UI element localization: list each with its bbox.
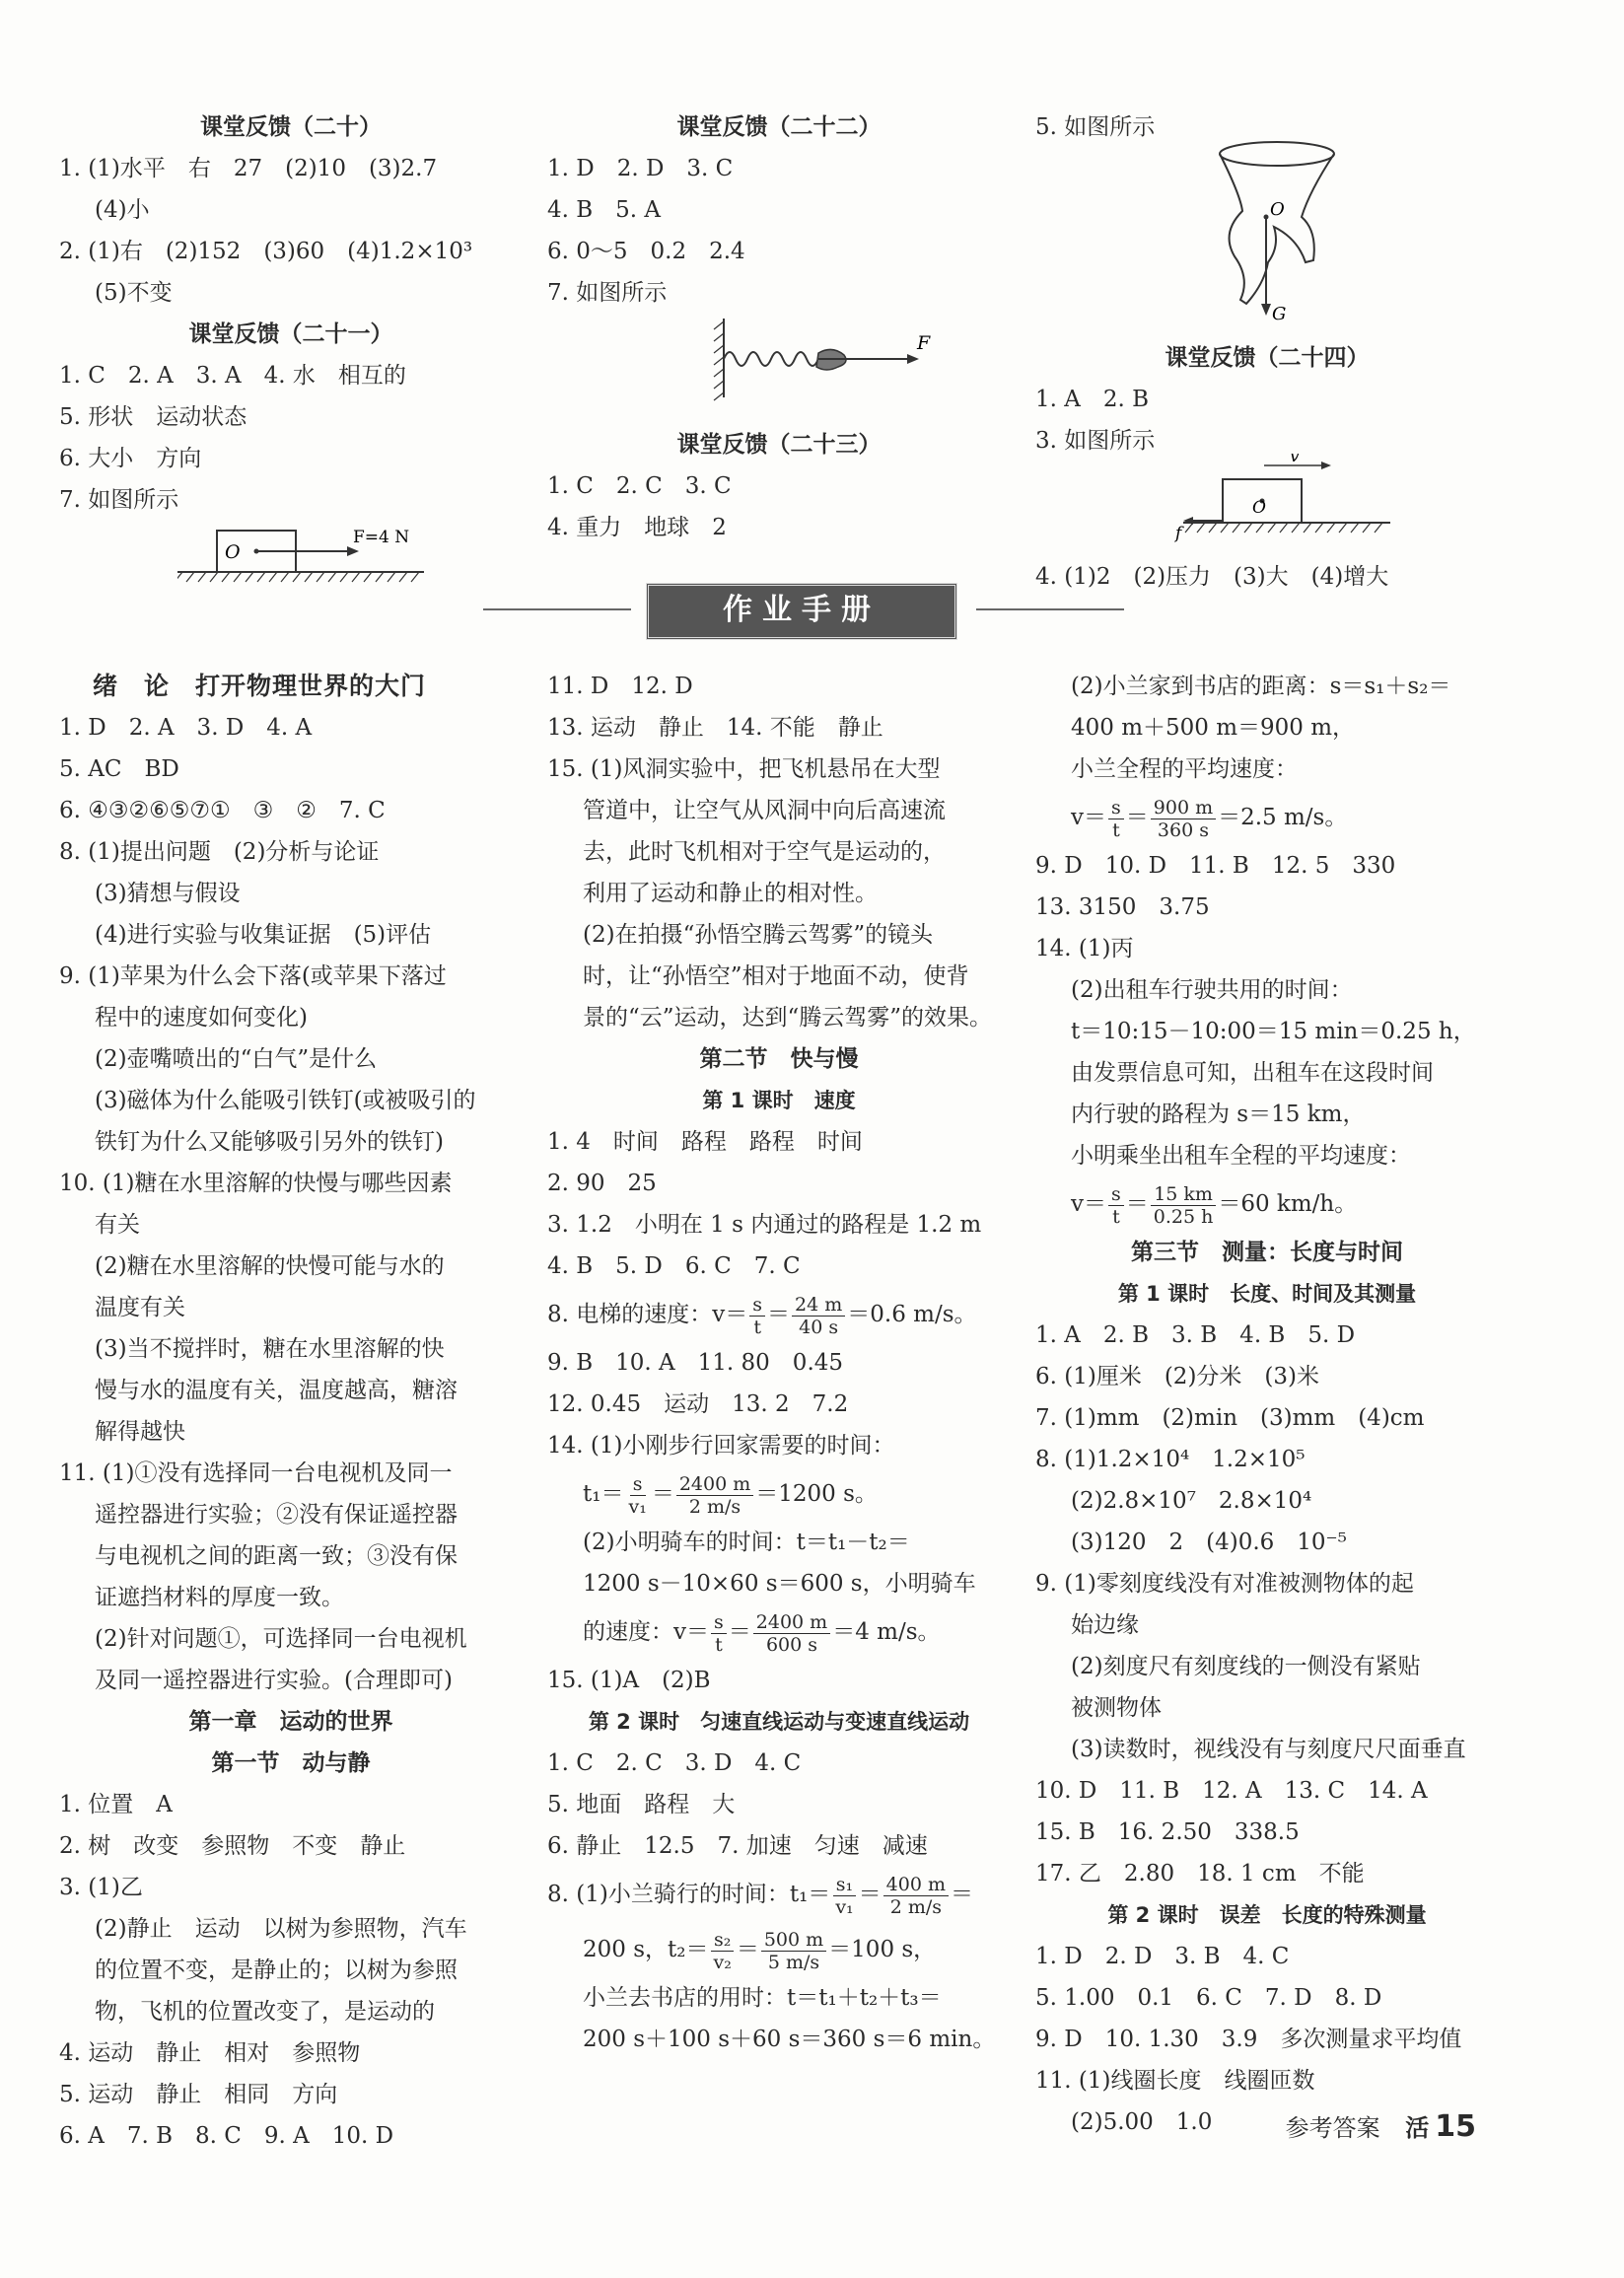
section-heading: 第二节 快与慢 [699,1046,859,1072]
top-column-3 [1035,107,1499,598]
answer-line: 5. AC BD [59,756,179,782]
answer-line: 4. B 5. A [547,197,662,223]
fraction: $\frac{2400 m}{2 m/s}$ [676,1473,753,1518]
fraction: $\frac{400 m}{2 m/s}$ [883,1874,949,1918]
answer-line: 小明乘坐出租车全程的平均速度： [1071,1143,1411,1169]
answer-line: 1200 s－10×60 s＝600 s，小明骑车 [583,1571,976,1597]
divider [976,608,1124,610]
answer-line: 7. (1)mm (2)min (3)mm (4)cm [1035,1405,1425,1431]
answer-line: t＝10:15－10:00＝15 min＝0.25 h， [1071,1019,1476,1044]
answer-line: (2)糖在水里溶解的快慢可能与水的 [95,1253,445,1279]
answer-line: 13. 3150 3.75 [1035,894,1210,920]
answer-line: 5. 地面 路程 大 [547,1792,736,1817]
figure-label-o: O [1270,199,1285,220]
answer-line: 15. (1)A (2)B [547,1668,711,1693]
answer-line: 14. (1)小刚步行回家需要的时间： [547,1433,895,1459]
answer-line: (5)不变 [95,280,173,306]
answer-line: (2)小兰家到书店的距离：s＝s₁＋s₂＝ [1071,674,1451,699]
lesson-heading: 第 2 课时 匀速直线运动与变速直线运动 [588,1710,970,1734]
fraction: $\frac{s}{t}$ [749,1294,765,1338]
answer-line: 1. A 2. B 3. B 4. B 5. D [1035,1322,1356,1348]
answer-line: 遥控器进行实验；②没有保证遥控器 [95,1502,458,1528]
section-heading-22: 课堂反馈（二十二） [676,114,882,140]
answer-line: (4)小 [95,197,150,223]
answer-line: 小兰全程的平均速度： [1071,756,1298,782]
formula-line: v＝ $\frac{s}{t}$ ＝ $\frac{15 km}{0.25 h}$ ＝60 km/h。 [1071,1182,1358,1228]
answer-line: 由发票信息可知，出租车在这段时间 [1071,1060,1434,1086]
section-heading: 第一节 动与静 [211,1750,371,1776]
answer-line: 5. 运动 静止 相同 方向 [59,2082,338,2107]
answer-line: 11. D 12. D [547,674,693,699]
formula-line: 的速度：v＝ $\frac{s}{t}$ ＝ $\frac{2400 m}{600 s}$ ＝4 m/s。 [583,1610,941,1656]
answer-line: 4. 运动 静止 相对 参照物 [59,2040,361,2066]
answer-line: (3)磁体为什么能吸引铁钉(或被吸引的 [95,1088,476,1113]
page-footer [1286,2108,1476,2144]
answer-line: 9. B 10. A 11. 80 0.45 [547,1350,844,1376]
answer-line: 6. 大小 方向 [59,446,202,471]
answer-line: (3)120 2 (4)0.6 10⁻⁵ [1071,1530,1347,1555]
answer-line: (3)猜想与假设 [95,881,241,906]
answer-line: 200 s＋100 s＋60 s＝360 s＝6 min。 [583,2027,996,2052]
bottom-column-2 [547,666,1011,2060]
answer-line: (2)小明骑车的时间：t＝t₁－t₂＝ [583,1530,910,1555]
answer-line: 温度有关 [95,1295,185,1320]
answer-line: 6. ④③②⑥⑤⑦① ③ ② 7. C [59,798,386,823]
answer-line: 11. (1)线圈长度 线圈匝数 [1035,2068,1315,2094]
answer-line: (2)2.8×10⁷ 2.8×10⁴ [1071,1488,1312,1514]
answer-line: 6. 0～5 0.2 2.4 [547,239,745,264]
answer-line: 6. A 7. B 8. C 9. A 10. D [59,2123,394,2149]
figure-label-o: O [1252,498,1266,518]
answer-line: 的位置不变，是静止的；以树为参照 [95,1958,458,1983]
answer-line: 1. A 2. B [1035,387,1150,412]
answer-line: 8. (1)提出问题 (2)分析与论证 [59,839,380,865]
answer-line: (2)静止 运动 以树为参照物，汽车 [95,1916,467,1942]
fraction: $\frac{s}{t}$ [1108,1183,1124,1228]
answer-line: (2)针对问题①，可选择同一台电视机 [95,1626,467,1652]
answer-line: 1. C 2. C 3. D 4. C [547,1750,802,1776]
formula-line: v＝ $\frac{s}{t}$ ＝ $\frac{900 m}{360 s}$ ＝2.5 m/s。 [1071,796,1348,841]
answer-line: 9. (1)零刻度线没有对准被测物体的起 [1035,1571,1414,1597]
bottom-column-1 [59,666,523,2157]
fraction: $\frac{900 m}{360 s}$ [1151,797,1216,841]
answer-line: (2)5.00 1.0 [1071,2109,1213,2135]
answer-line: 4. 重力 地球 2 [547,515,727,540]
answer-line: 2. (1)右 (2)152 (3)60 (4)1.2×10³ [59,239,473,264]
lesson-heading: 第 1 课时 速度 [702,1089,856,1112]
divider [483,608,631,610]
answer-line: 4. (1)2 (2)压力 (3)大 (4)增大 [1035,564,1389,590]
banner-title: 作业手册 [646,583,957,640]
answer-line: (2)刻度尺有刻度线的一侧没有紧贴 [1071,1654,1421,1679]
fraction: $\frac{\text{s₂}}{\text{v₂}}$ [710,1929,734,1973]
answer-line: 3. 如图所示 [1035,428,1156,454]
answer-line: (2)出租车行驶共用的时间： [1071,977,1353,1003]
answer-line: 1. 位置 A [59,1792,173,1817]
answer-line: 证遮挡材料的厚度一致。 [95,1585,344,1610]
answer-line: 景的“云”运动，达到“腾云驾雾”的效果。 [583,1005,993,1031]
answer-line: 4. B 5. D 6. C 7. C [547,1253,801,1279]
fraction: $\frac{24 m}{40 s}$ [792,1294,845,1338]
answer-line: 1. D 2. D 3. C [547,156,734,181]
fraction: $\frac{\text{s₁}}{\text{v₁}}$ [832,1874,856,1918]
answer-line: 2. 90 25 [547,1171,657,1196]
answer-line: 5. 1.00 0.1 6. C 7. D 8. D [1035,1985,1382,2011]
friction-diagram-box [1173,454,1400,542]
answer-line: 利用了运动和静止的相对性。 [583,881,878,906]
answer-line: 15. B 16. 2.50 338.5 [1035,1819,1300,1845]
answer-line: 12. 0.45 运动 13. 2 7.2 [547,1391,849,1417]
book-name: 活 [1405,2114,1430,2142]
answer-line: (4)进行实验与收集证据 (5)评估 [95,922,432,948]
answer-line: 解得越快 [95,1419,185,1445]
bottom-column-3 [1035,666,1499,2143]
answer-line: 9. D 10. 1.30 3.9 多次测量求平均值 [1035,2027,1462,2052]
answer-line: 6. 静止 12.5 7. 加速 匀速 减速 [547,1833,928,1859]
answer-line: 1. C 2. A 3. A 4. 水 相互的 [59,363,406,389]
lesson-heading: 第 1 课时 长度、时间及其测量 [1117,1282,1417,1306]
section-heading-23: 课堂反馈（二十三） [676,432,882,458]
answer-line: 1. D 2. A 3. D 4. A [59,715,313,741]
answer-line: 3. (1)乙 [59,1875,143,1900]
answer-line: 2. 树 改变 参照物 不变 静止 [59,1833,406,1859]
force-diagram-box [177,521,503,590]
answer-line: (2)在拍摄“孙悟空腾云驾雾”的镜头 [583,922,934,948]
formula-line: 8. 电梯的速度：v＝ $\frac{s}{t}$ ＝ $\frac{24 m}{40 s}$ ＝0.6 m/s。 [547,1293,977,1338]
answer-line: 有关 [95,1212,140,1238]
answer-line: 10. D 11. B 12. A 13. C 14. A [1035,1778,1428,1804]
answer-line: 物，飞机的位置改变了，是运动的 [95,1999,435,2025]
homework-handbook-banner [483,579,1124,640]
answer-line: 1. C 2. C 3. C [547,473,732,499]
answer-line: 时，让“孙悟空”相对于地面不动，使背 [583,963,969,989]
answer-line: 5. 形状 运动状态 [59,404,247,430]
figure-label-force: F=4 N [353,528,410,547]
answer-line: 14. (1)丙 [1035,936,1134,961]
formula-line: t₁＝ $\frac{s}{\text{v₁}}$ ＝ $\frac{2400 m}{2 m/s}$ ＝1200 s。 [583,1472,878,1518]
answer-line: 6. (1)厘米 (2)分米 (3)米 [1035,1364,1319,1389]
answer-line: 始边缘 [1071,1612,1139,1638]
answer-line: 11. (1)①没有选择同一台电视机及同一 [59,1460,453,1486]
answer-line: 慢与水的温度有关，温度越高，糖溶 [95,1378,458,1403]
answer-line: 15. (1)风洞实验中，把飞机悬吊在大型 [547,756,941,782]
answer-line: (2)壶嘴喷出的“白气”是什么 [95,1046,378,1072]
answer-line: 去，此时飞机相对于空气是运动的， [583,839,946,865]
figure-label-f: F [917,332,931,354]
section-heading: 第三节 测量：长度与时间 [1131,1240,1403,1265]
fraction: $\frac{2400 m}{600 s}$ [753,1611,830,1656]
answer-line: 1. D 2. D 3. B 4. C [1035,1944,1290,1969]
answer-line: 管道中，让空气从风洞中向后高速流 [583,798,946,823]
answer-line: 铁钉为什么又能够吸引另外的铁钉) [95,1129,444,1155]
section-heading-21: 课堂反馈（二十一） [188,321,393,347]
gravity-vase-diagram [1203,136,1361,323]
section-heading-24: 课堂反馈（二十四） [1165,345,1370,371]
answer-line: 程中的速度如何变化) [95,1005,308,1031]
figure-label-o: O [225,541,241,563]
answer-line: 9. (1)苹果为什么会下落(或苹果下落过 [59,963,447,989]
fraction: $\frac{s}{t}$ [1108,797,1124,841]
top-column-1 [59,107,523,604]
chapter-heading: 第一章 运动的世界 [188,1709,393,1735]
fraction: $\frac{s}{\text{v₁}}$ [628,1472,647,1518]
answer-line: 400 m＋500 m＝900 m， [1071,715,1356,741]
answer-line: 1. 4 时间 路程 路程 时间 [547,1129,863,1155]
answer-line: 3. 1.2 小明在 1 s 内通过的路程是 1.2 m [547,1212,982,1238]
answer-line: 内行驶的路程为 s＝15 km， [1071,1102,1366,1127]
figure-label-f: f [1175,524,1182,542]
answer-line: 7. 如图所示 [59,487,179,513]
answer-line: 9. D 10. D 11. B 12. 5 330 [1035,853,1396,879]
answer-line: 及同一遥控器进行实验。(合理即可) [95,1668,453,1693]
formula-line: 8. (1)小兰骑行的时间：t₁＝ $\frac{\text{s₁}}{\text{v₁}}$ ＝ $\frac{400 m}{2 m/s}$ ＝ [547,1873,973,1918]
section-heading-20: 课堂反馈（二十） [200,114,382,140]
answer-line: 与电视机之间的距离一致；③没有保 [95,1543,458,1569]
answer-line: 被测物体 [1071,1695,1162,1721]
answer-line: 13. 运动 静止 14. 不能 静止 [547,715,883,741]
formula-line: 200 s，t₂＝ $\frac{\text{s₂}}{\text{v₂}}$ ＝ $\frac{500 m}{5 m/s}$ ＝100 s， [583,1928,937,1973]
answer-line: 17. 乙 2.80 18. 1 cm 不能 [1035,1861,1365,1886]
preface-title: 绪 论 打开物理世界的大门 [93,672,427,700]
fraction: $\frac{s}{t}$ [711,1611,727,1656]
top-column-2 [547,107,1011,548]
answer-line: 小兰去书店的用时：t＝t₁＋t₂＋t₃＝ [583,1985,942,2011]
figure-label-g: G [1272,304,1287,323]
answer-line: 1. (1)水平 右 27 (2)10 (3)2.7 [59,156,438,181]
lesson-heading: 第 2 课时 误差 长度的特殊测量 [1107,1903,1427,1927]
footer-label: 参考答案 [1285,2114,1380,2142]
answer-line: 5. 如图所示 [1035,114,1156,140]
answer-line: (3)读数时，视线没有与刻度尺尺面垂直 [1071,1737,1466,1762]
page-number: 15 [1435,2109,1476,2144]
answer-line: (3)当不搅拌时，糖在水里溶解的快 [95,1336,445,1362]
fraction: $\frac{15 km}{0.25 h}$ [1151,1183,1217,1228]
answer-line: 8. (1)1.2×10⁴ 1.2×10⁵ [1035,1447,1306,1472]
answer-line: 10. (1)糖在水里溶解的快慢与哪些因素 [59,1171,453,1196]
figure-label-v: v [1290,454,1300,466]
fraction: $\frac{500 m}{5 m/s}$ [761,1929,826,1973]
answer-line: 7. 如图所示 [547,280,668,306]
spring-force-diagram [710,314,1006,402]
